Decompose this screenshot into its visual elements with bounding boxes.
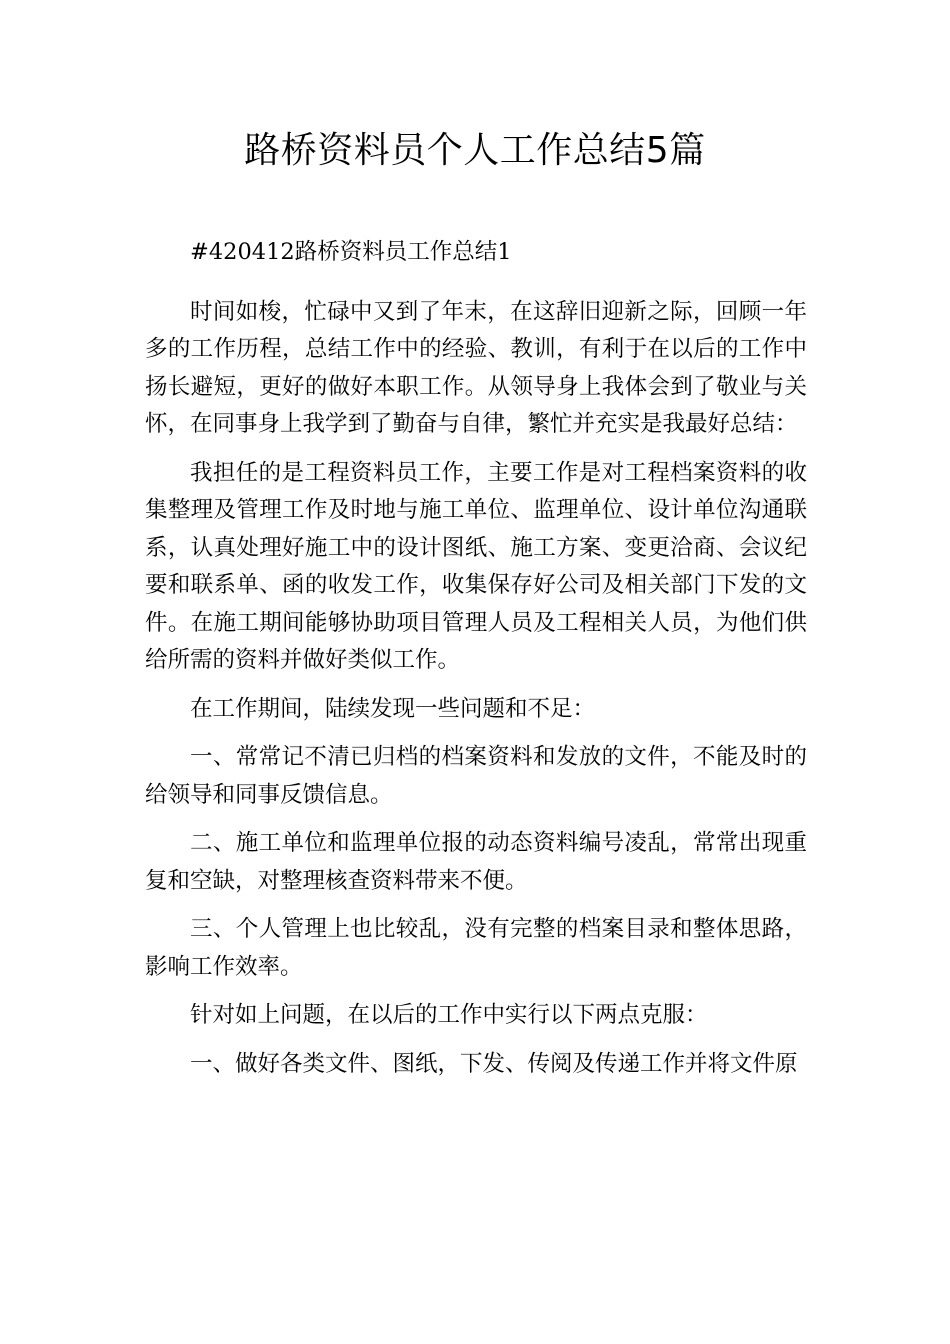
paragraph: 在工作期间，陆续发现一些问题和不足：: [190, 695, 596, 722]
paragraph: 时间如梭，忙碌中又到了年末，在这辞旧迎新之际，回顾一年多的工作历程，总结工作中的经验、教训，有利于在以后的工作中扬长避短，更好的做好本职工作。从领导身上我体会到了敬业与关怀，在同事身上我学到了勤奋与自律，繁忙并充实是我最好总结：: [145, 298, 807, 437]
paragraph: 一、常常记不清已归档的档案资料和发放的文件，不能及时的给领导和同事反馈信息。: [145, 744, 807, 808]
document-body: [145, 234, 807, 1094]
document-title: 路桥资料员个人工作总结5篇: [244, 130, 706, 171]
section-heading: #420412路桥资料员工作总结1: [190, 239, 512, 265]
paragraph: 我担任的是工程资料员工作，主要工作是对工程档案资料的收集整理及管理工作及时地与施工单位、监理单位、设计单位沟通联系，认真处理好施工中的设计图纸、施工方案、变更洽商、会议纪要和联系单、函的收发工作，收集保存好公司及相关部门下发的文件。在施工期间能够协助项目管理人员及工程相关人员，为他们供给所需的资料并做好类似工作。: [145, 459, 807, 673]
paragraph: 一、做好各类文件、图纸，下发、传阅及传递工作并将文件原: [190, 1050, 798, 1077]
paragraph: 三、个人管理上也比较乱，没有完整的档案目录和整体思路，影响工作效率。: [145, 916, 807, 980]
paragraph: 二、施工单位和监理单位报的动态资料编号凌乱，常常出现重复和空缺，对整理核查资料带来不便。: [145, 830, 807, 894]
paragraph: 针对如上问题，在以后的工作中实行以下两点克服：: [190, 1002, 708, 1028]
